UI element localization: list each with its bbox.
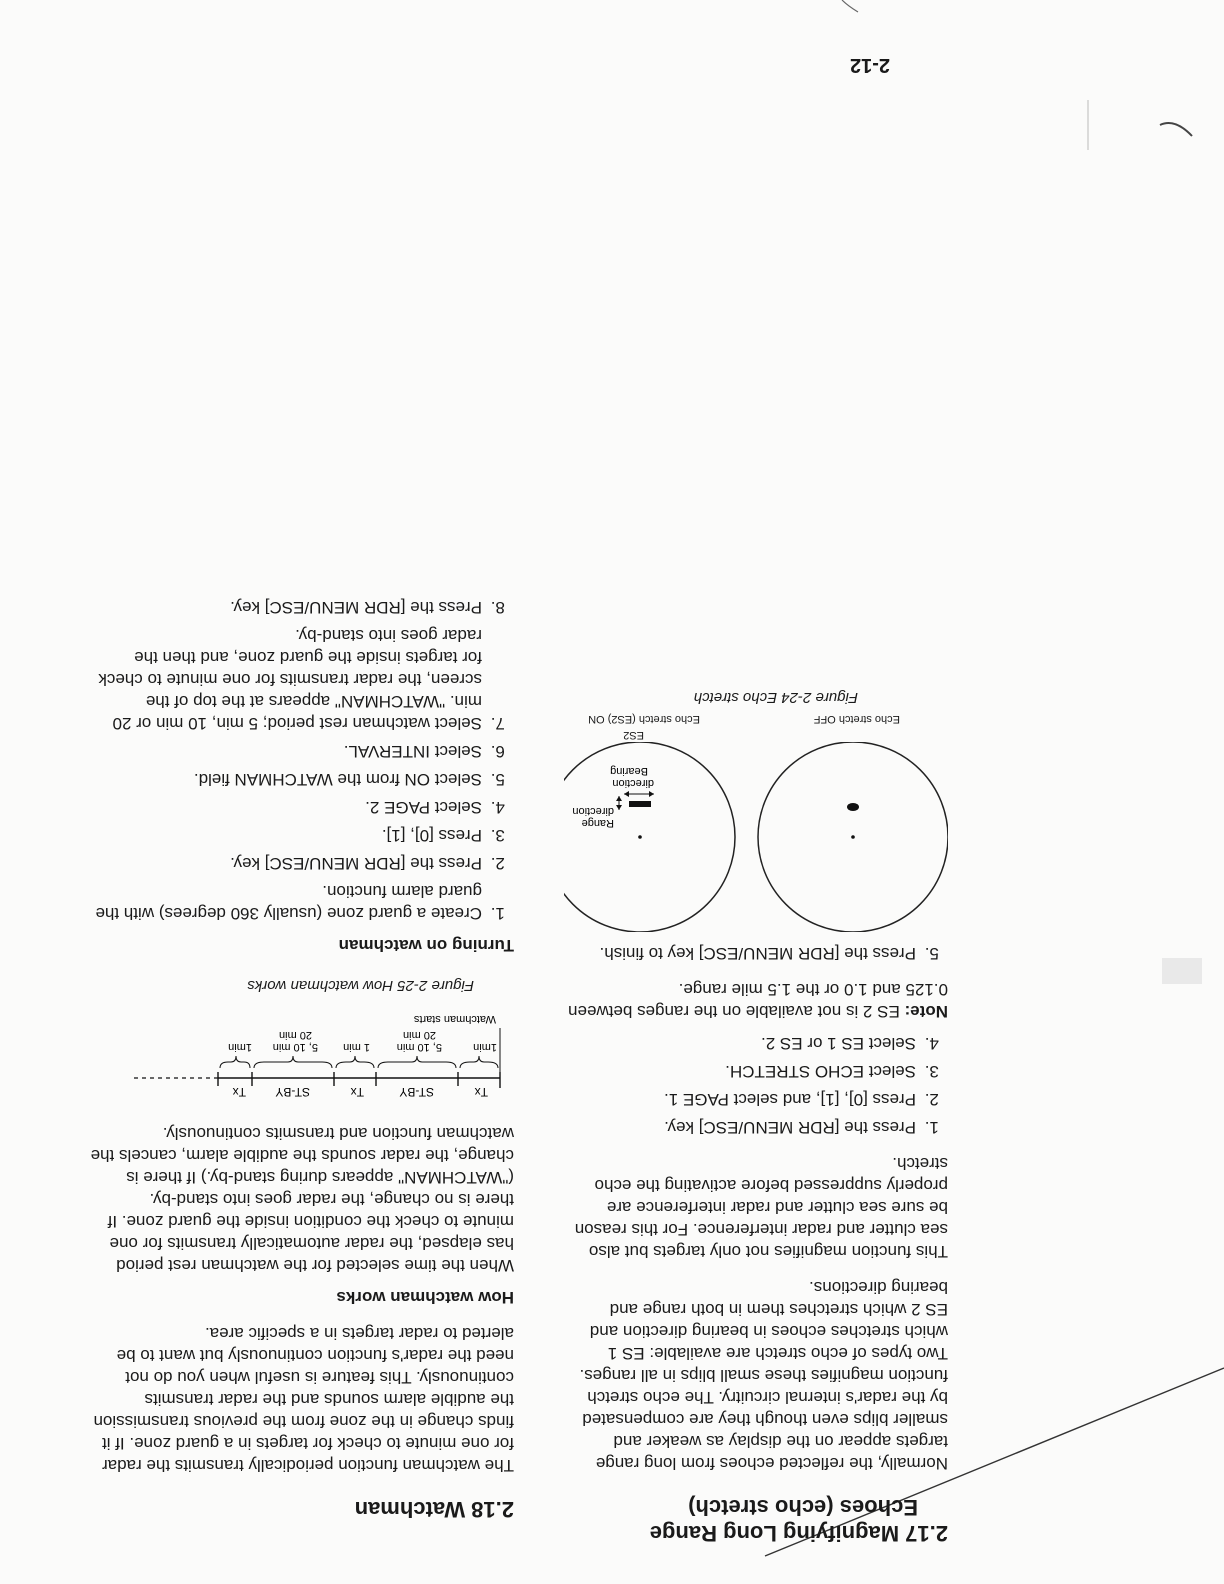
watchman-timeline <box>90 1008 514 1108</box>
note-text: ES 2 is not available on the ranges between 0.125 and 1.0 or the 1.5 mile range. <box>568 980 948 1021</box>
column-section-2-18 <box>90 586 514 1522</box>
echo-stretch-para-2: This function magnifies not only targets but also sea clutter and radar interference. For this reason be sure sea clutter and radar interference are properly suppressed before activating the echo stretch. <box>574 1154 948 1261</box>
range-arrow-head-top <box>616 805 622 810</box>
state-stby-1: ST-BY <box>399 1085 434 1099</box>
column-section-2-17 <box>564 682 948 1546</box>
turning-on-watchman-heading: Turning on watchman <box>338 936 514 955</box>
on-stretched-blip <box>629 801 651 807</box>
how-watchman-works-para: When the time selected for the watchman rest period has elapsed, the radar automatically transmits for one minute to check the condition inside the guard zone. If there is no change, the radar goes into stand-by. ("WATCHMAN" appears during stand-by.) If there is change, the radar sounds the audible alarm, cancels the watchman function and transmits continuously. <box>90 1124 514 1275</box>
bearing-arrow-head-right <box>624 791 629 797</box>
echo-stretch-off-label: Echo stretch OFF <box>813 713 900 725</box>
watchman-step-8: 8. Press the [RDR MENU/ESC] key. <box>90 596 486 618</box>
figure-2-24-labels <box>564 682 948 741</box>
state-tx-2: Tx <box>350 1085 364 1099</box>
interval-2a: 5, 10 min <box>396 1041 442 1053</box>
watchman-step-5: 5. Select ON from the WATCHMAN field. <box>90 768 486 790</box>
echo-stretch-on-label: Echo stretch (ES2) ON <box>588 713 700 725</box>
interval-1: 1min <box>473 1041 497 1053</box>
watchman-step-7: 7. Select watchman rest period; 5 min, 10 min or 20 min. "WATCHMAN" appears at the top of the screen, the radar transmits for one minute to check for targets inside the guard zone, and then the radar goes into stand-by. <box>90 624 486 734</box>
bearing-arrow-head-left <box>649 791 654 797</box>
brace-5 <box>220 1056 250 1068</box>
state-tx-1: Tx <box>474 1085 488 1099</box>
brace-1 <box>460 1056 498 1068</box>
echo-step-4: 4. Select ES 1 or ES 2. <box>564 1032 920 1054</box>
timeline-braces <box>220 1056 498 1068</box>
es2-label: ES2 <box>623 729 644 741</box>
figure-2-25-caption: Figure 2-25 How watchman works <box>247 977 474 994</box>
bearing-label-1: Bearing <box>610 765 648 777</box>
range-label-2: direction <box>572 805 614 817</box>
echo-stretch-para-1: Normally, the reflected echoes from long range targets appear on the display as weaker and smaller blips even though they are compensated by the radar's internal circuitry. The echo stretch function magnifies these small blips in all ranges. Two types of echo stretch are available: ES 1 which stretches echoes in bearing direction and ES 2 which stretches them in both range and bearing directions. <box>579 1278 948 1473</box>
how-watchman-works-heading: How watchman works <box>336 1288 514 1307</box>
interval-3: 1 min <box>343 1041 370 1053</box>
off-target-blip <box>847 803 859 811</box>
section-2-17-title-line2: Echoes (echo stretch) <box>688 1495 918 1520</box>
echo-step-1: 1. Press the [RDR MENU/ESC] key. <box>564 1116 920 1138</box>
interval-4b: 20 min <box>278 1029 312 1041</box>
on-center-dot <box>638 835 642 839</box>
watchman-step-4: 4. Select PAGE 2. <box>90 796 486 818</box>
brace-3 <box>336 1056 374 1068</box>
state-tx-3: Tx <box>232 1085 246 1099</box>
note-label: Note: <box>904 1002 948 1021</box>
section-2-17-title <box>564 1494 948 1546</box>
watchman-para-1: The watchman function periodically transmits the radar for one minute to check for targets in a guard zone. If it finds change in the zone from the previous transmission the audible alarm sounds and the radar transmits continuously. This feature is useful when you do not need the radar's function continuously but want to be alerted to radar targets in a specific area. <box>93 1324 514 1475</box>
interval-4a: 5, 10 min <box>272 1041 318 1053</box>
interval-5: 1min <box>228 1041 252 1053</box>
watchman-step-6: 6. Select INTERVAL. <box>90 740 486 762</box>
figure-2-24-caption: Figure 2-24 Echo stretch <box>693 689 858 706</box>
range-label-1: Range <box>581 817 614 829</box>
echo-stretch-figure <box>564 742 948 932</box>
echo-step-2: 2. Press [0], [1], and select PAGE 1. <box>564 1088 920 1110</box>
watchman-steps <box>90 596 514 924</box>
watchman-step-2: 2. Press the [RDR MENU/ESC] key. <box>90 852 486 874</box>
range-arrow-head-bottom <box>616 796 622 801</box>
echo-stretch-steps <box>564 1032 948 1138</box>
page-number: 2-12 <box>849 54 890 76</box>
bearing-label-2: direction <box>612 777 654 789</box>
off-center-dot <box>851 835 855 839</box>
brace-4 <box>254 1056 332 1068</box>
echo-stretch-on-circle <box>564 742 735 932</box>
section-2-17-title-line1: 2.17 Magnifying Long Range <box>649 1521 948 1546</box>
echo-step-5: 5. Press the [RDR MENU/ESC] key to finish. <box>564 942 920 964</box>
watchman-step-1: 1. Create a guard zone (usually 360 degrees) with the guard alarm function. <box>90 880 486 924</box>
echo-step-3: 3. Select ECHO STRETCH. <box>564 1060 920 1082</box>
brace-2 <box>378 1056 456 1068</box>
echo-stretch-step-5-list <box>564 942 948 964</box>
state-stby-2: ST-BY <box>275 1085 310 1099</box>
section-2-18-title: 2.18 Watchman <box>354 1497 514 1522</box>
interval-2b: 20 min <box>402 1029 436 1041</box>
watchman-step-3: 3. Press [0], [1]. <box>90 824 486 846</box>
watchman-starts-label: Watchman starts <box>413 1013 496 1025</box>
echo-stretch-note <box>564 978 948 1022</box>
